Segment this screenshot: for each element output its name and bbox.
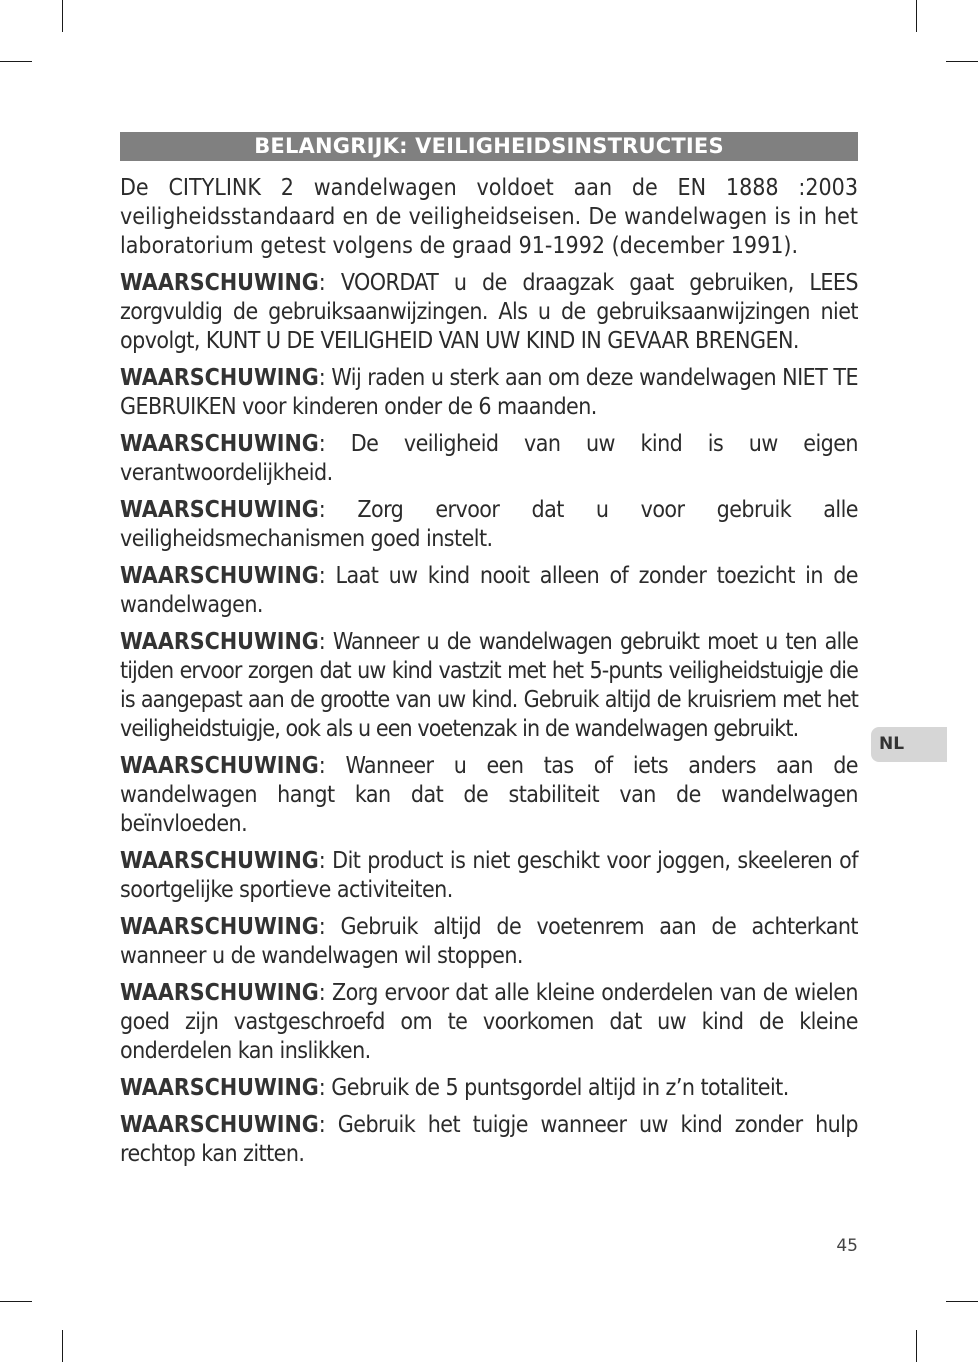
crop-mark-top-right-vertical [916,0,917,32]
warning-text: : Dit product is niet geschikt voor joggen, skeeleren of soortgelijke sportieve activiteiten. [120,848,858,903]
warning-paragraph [120,1074,858,1103]
warning-text: : Zorg ervoor dat alle kleine onderdelen van de wielen goed zijn vastgeschroefd om te voorkomen dat uw kind de kleine onderdelen kan inslikken. [120,980,858,1064]
crop-mark-top-right-horizontal [946,61,978,62]
warning-text: : Laat uw kind nooit alleen of zonder toezicht in de wandelwagen. [120,563,858,618]
page-number: 45 [836,1236,858,1256]
section-header: BELANGRIJK: VEILIGHEIDSINSTRUCTIES [120,132,858,161]
warning-text: : De veiligheid van uw kind is uw eigen verantwoordelijkheid. [120,431,858,486]
crop-mark-bottom-left-horizontal [0,1301,32,1302]
warning-paragraph [120,269,858,356]
safety-instructions [120,174,858,1177]
warning-paragraph [120,430,858,488]
crop-mark-bottom-right-horizontal [946,1301,978,1302]
warning-text: : Gebruik de 5 puntsgordel altijd in z’n totaliteit. [318,1075,789,1101]
warning-text: : Zorg ervoor dat u voor gebruik alle veiligheidsmechanismen goed instelt. [120,497,858,552]
warning-paragraph [120,913,858,971]
warning-label: WAARSCHUWING [120,980,319,1006]
warning-label: WAARSCHUWING [120,431,319,457]
warning-paragraph [120,979,858,1066]
warning-text: : Wij raden u sterk aan om deze wandelwagen NIET TE GEBRUIKEN voor kinderen onder de 6 maanden. [120,365,858,420]
crop-mark-bottom-left-vertical [62,1330,63,1362]
warning-paragraph [120,1111,858,1169]
warning-text: : Wanneer u een tas of iets anders aan de wandelwagen hangt kan dat de stabiliteit van de wandelwagen beïnvloeden. [120,753,858,837]
warning-text: : Wanneer u de wandelwagen gebruikt moet u ten alle tijden ervoor zorgen dat uw kind vastzit met het 5-punts veiligheidstuigje die is aangepast aan de grootte van uw kind. Gebruik altijd de kruisriem met het veiligheidstuigje, ook als u een voetenzak in de wandelwagen gebruikt. [120,629,858,742]
warning-label: WAARSCHUWING [120,753,319,779]
warning-text: : Gebruik altijd de voetenrem aan de achterkant wanneer u de wandelwagen wil stoppen. [120,914,858,969]
warning-paragraph [120,496,858,554]
crop-mark-bottom-right-vertical [916,1330,917,1362]
warning-label: WAARSCHUWING [120,270,319,296]
crop-mark-top-left-horizontal [0,61,32,62]
warning-paragraph [120,752,858,839]
warning-label: WAARSCHUWING [120,563,319,589]
warning-label: WAARSCHUWING [120,1112,319,1138]
warning-label: WAARSCHUWING [120,497,319,523]
language-tab: NL [871,727,947,762]
warning-text: : Gebruik het tuigje wanneer uw kind zonder hulp rechtop kan zitten. [120,1112,858,1167]
warning-label: WAARSCHUWING [120,629,319,655]
warning-label: WAARSCHUWING [120,914,319,940]
warning-label: WAARSCHUWING [120,1075,319,1101]
warning-paragraph [120,847,858,905]
warning-label: WAARSCHUWING [120,848,319,874]
warning-paragraph [120,364,858,422]
intro-paragraph: De CITYLINK 2 wandelwagen voldoet aan de EN 1888 :2003 veiligheidsstandaard en de veiligheidseisen. De wandelwagen is in het laboratorium getest volgens de graad 91-1992 (december 1991). [120,175,858,259]
warning-label: WAARSCHUWING [120,365,319,391]
warning-text: : VOORDAT u de draagzak gaat gebruiken, LEES zorgvuldig de gebruiksaanwijzingen. Als u de gebruiksaanwijzingen niet opvolgt, KUNT U DE VEILIGHEID VAN UW KIND IN GEVAAR BRENGEN. [120,270,858,354]
warning-paragraph [120,562,858,620]
crop-mark-top-left-vertical [62,0,63,32]
warning-paragraph [120,628,858,744]
